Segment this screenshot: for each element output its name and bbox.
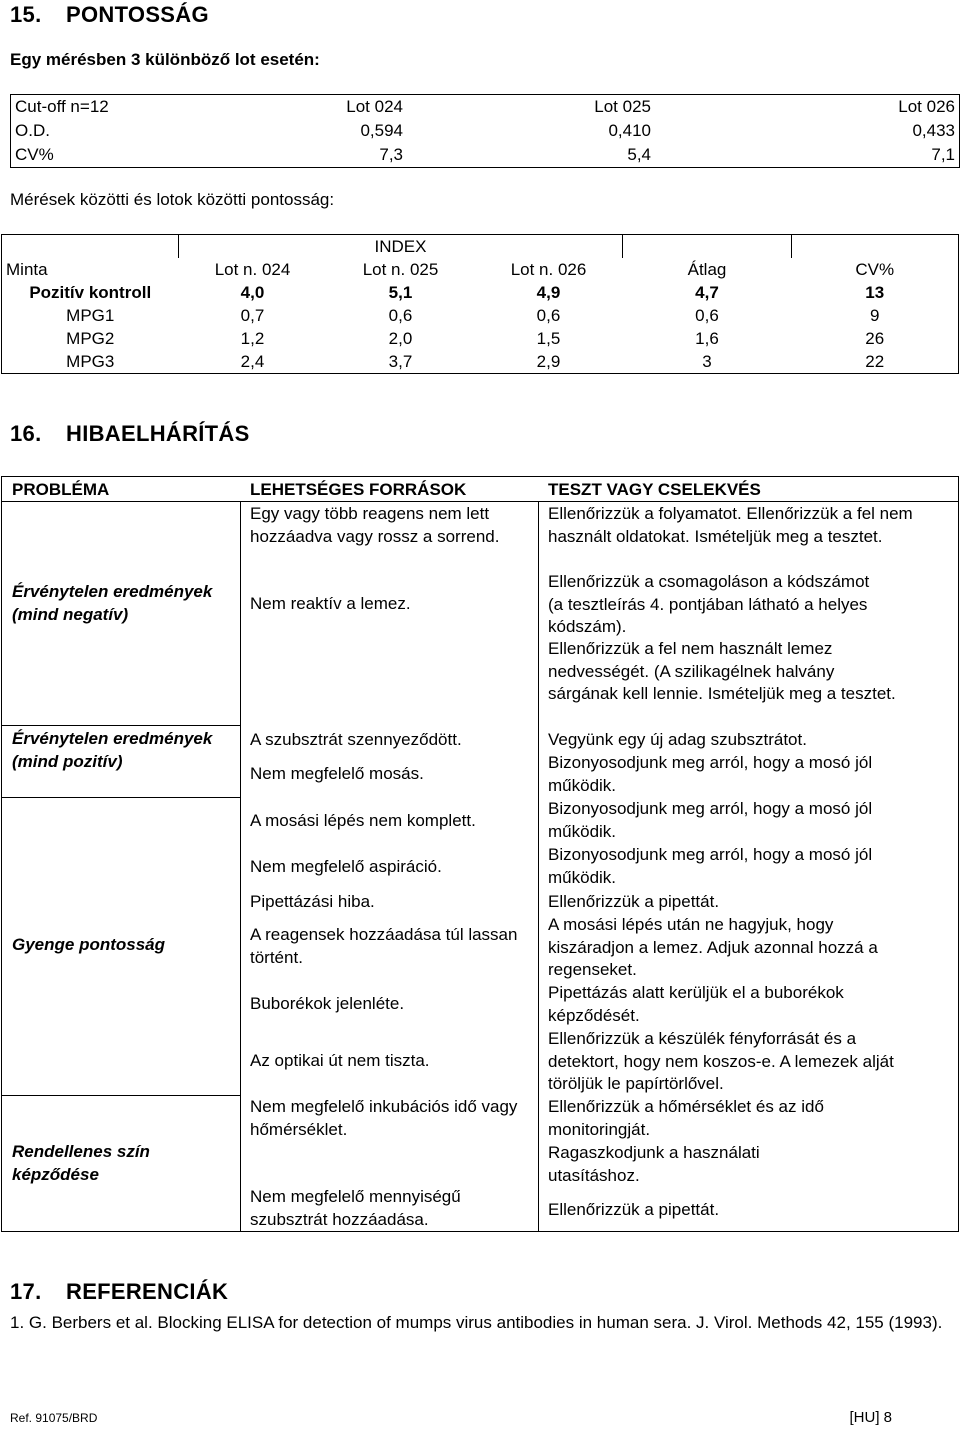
source-item: A reagensek hozzáadása túl lassan történt. xyxy=(250,925,518,967)
table-cell: 3 xyxy=(702,352,712,371)
table-row xyxy=(2,304,959,327)
table-cell: 0,7 xyxy=(240,306,265,325)
divider xyxy=(2,797,240,798)
table-cell: 2,0 xyxy=(388,329,413,348)
section-title: REFERENCIÁK xyxy=(66,1279,229,1304)
table-cell: O.D. xyxy=(15,121,50,140)
table-row xyxy=(11,119,960,143)
section-title: PONTOSSÁG xyxy=(66,2,209,27)
section-15-heading xyxy=(10,2,209,28)
intro-text: Egy mérésben 3 különböző lot esetén: xyxy=(10,50,320,69)
source-item: A mosási lépés nem komplett. xyxy=(250,811,476,830)
table-cell xyxy=(792,235,959,259)
footer-page: [HU] 8 xyxy=(849,1409,892,1426)
section-number: 17. xyxy=(10,1279,42,1304)
table-cell: Cut-off n=12 xyxy=(15,97,109,116)
table-cell: 1,2 xyxy=(240,329,265,348)
action-item: Ellenőrizzük a készülék fényforrását és a detektort, hogy nem koszos-e. A lemezek alját töröljük le papírtörlővel. xyxy=(548,1029,894,1094)
divider xyxy=(2,725,240,726)
table-group-header-row xyxy=(2,235,959,259)
problem-poor-precision: Gyenge pontosság xyxy=(12,935,166,954)
table-cell: Lot 026 xyxy=(898,97,955,116)
section-title: HIBAELHÁRÍTÁS xyxy=(66,421,250,446)
table-cell xyxy=(2,235,179,259)
table-row xyxy=(2,281,959,304)
table-cell: 13 xyxy=(865,283,885,302)
table-row xyxy=(2,327,959,350)
table-row xyxy=(2,350,959,374)
table-cell: 2,9 xyxy=(536,352,561,371)
action-item: Bizonyosodjunk meg arról, hogy a mosó jól működik. xyxy=(548,845,873,887)
table-cell: 0,433 xyxy=(912,121,955,140)
source-item: Nem megfelelő inkubációs idő vagy hőmérséklet. xyxy=(250,1097,518,1139)
problem-invalid-positive: Érvénytelen eredmények (mind pozitív) xyxy=(12,729,213,771)
action-item: Ragaszkodjunk a használati utasításhoz. xyxy=(548,1143,760,1185)
reference-item: 1. G. Berbers et al. Blocking ELISA for detection of mumps virus antibodies in human sera. J. Virol. Methods 42, 155 (1993). xyxy=(10,1313,943,1332)
table-cell: 4,9 xyxy=(536,283,561,302)
table-cell: Lot 024 xyxy=(346,97,403,116)
table-cell: CV% xyxy=(855,260,895,279)
section-16-heading xyxy=(10,421,250,447)
table-cell: 5,1 xyxy=(388,283,413,302)
table-cell: 26 xyxy=(865,329,885,348)
action-item: Ellenőrizzük a csomagoláson a kódszámot (a tesztleírás 4. pontjában látható a helyes kódszám). xyxy=(548,572,870,637)
action-item: Vegyünk egy új adag szubsztrátot. xyxy=(548,730,807,749)
table-cell: 22 xyxy=(865,352,885,371)
action-item: Ellenőrizzük a pipettát. xyxy=(548,1200,720,1219)
action-item: Bizonyosodjunk meg arról, hogy a mosó jól működik. xyxy=(548,753,873,795)
table-cell: Lot n. 026 xyxy=(510,260,587,279)
problem-abnormal-color: Rendellenes szín képződése xyxy=(12,1142,150,1184)
table-cell xyxy=(623,235,792,259)
table-cell: 7,1 xyxy=(931,145,955,164)
table-cell: MPG1 xyxy=(66,306,115,325)
table-cell: 4,7 xyxy=(695,283,719,302)
table-header-row xyxy=(11,95,960,120)
table-cell: 7,3 xyxy=(379,145,403,164)
table-cell: MPG2 xyxy=(66,329,115,348)
table-cell: Lot 025 xyxy=(594,97,651,116)
section-number: 16. xyxy=(10,421,42,446)
divider xyxy=(2,501,958,502)
source-item: Nem megfelelő mennyiségű szubsztrát hozzáadása. xyxy=(250,1187,461,1229)
source-item: Az optikai út nem tiszta. xyxy=(250,1051,430,1070)
between-precision-label: Mérések közötti és lotok közötti pontosság: xyxy=(10,190,335,209)
divider xyxy=(2,1095,240,1096)
action-item: Ellenőrizzük a pipettát. xyxy=(548,892,720,911)
source-item: A szubsztrát szennyeződött. xyxy=(250,730,462,749)
divider xyxy=(240,501,241,1231)
table-cell: 0,6 xyxy=(536,306,561,325)
index-group-header: INDEX xyxy=(179,235,623,259)
source-item: Buborékok jelenléte. xyxy=(250,994,405,1013)
table-cell: MPG3 xyxy=(66,352,115,371)
source-item: Nem megfelelő aspiráció. xyxy=(250,857,442,876)
table-cell: 0,6 xyxy=(388,306,413,325)
table-cell: Lot n. 025 xyxy=(362,260,439,279)
footer-ref: Ref. 91075/BRD xyxy=(10,1411,98,1425)
table-header-row xyxy=(2,258,959,281)
table-cell: Lot n. 024 xyxy=(214,260,291,279)
action-item: Ellenőrizzük a hőmérséklet és az idő monitoringját. xyxy=(548,1097,824,1139)
table-cell: 5,4 xyxy=(627,145,651,164)
table-cell: 0,6 xyxy=(695,306,719,325)
action-item: Bizonyosodjunk meg arról, hogy a mosó jól működik. xyxy=(548,799,873,841)
problem-invalid-negative: Érvénytelen eredmények (mind negatív) xyxy=(12,582,213,624)
table-cell: Átlag xyxy=(687,260,727,279)
lot-precision-table xyxy=(10,94,960,168)
action-item: A mosási lépés után ne hagyjuk, hogy kiszáradjon a lemez. Adjuk azonnal hozzá a regenseket. xyxy=(548,915,878,980)
troubleshooting-table xyxy=(1,476,959,1232)
column-header-action: TESZT VAGY CSELEKVÉS xyxy=(548,480,761,499)
source-item: Pipettázási hiba. xyxy=(250,892,375,911)
table-cell: Minta xyxy=(6,260,48,279)
table-cell: 4,0 xyxy=(240,283,265,302)
source-item: Egy vagy több reagens nem lett hozzáadva vagy rossz a sorrend. xyxy=(250,504,500,546)
index-precision-table xyxy=(1,234,959,374)
table-cell: 0,410 xyxy=(608,121,651,140)
column-header-sources: LEHETSÉGES FORRÁSOK xyxy=(250,480,467,499)
table-cell: 9 xyxy=(870,306,880,325)
table-cell: 0,594 xyxy=(360,121,403,140)
action-item: Ellenőrizzük a folyamatot. Ellenőrizzük a fel nem használt oldatokat. Ismételjük meg a tesztet. xyxy=(548,504,913,546)
table-cell: 1,5 xyxy=(536,329,561,348)
action-item: Ellenőrizzük a fel nem használt lemez nedvességét. (A szilikagélnek halvány sárgának kell lennie. Ismételjük meg a tesztet. xyxy=(548,639,896,704)
divider xyxy=(538,501,539,1231)
source-item: Nem reaktív a lemez. xyxy=(250,594,411,613)
table-cell: 2,4 xyxy=(240,352,265,371)
table-row xyxy=(11,143,960,168)
table-cell: CV% xyxy=(15,145,54,164)
table-cell: 1,6 xyxy=(695,329,719,348)
column-header-problem: PROBLÉMA xyxy=(12,480,110,499)
action-item: Pipettázás alatt kerüljük el a buborékok képződését. xyxy=(548,983,844,1025)
section-number: 15. xyxy=(10,2,42,27)
table-cell: 3,7 xyxy=(388,352,413,371)
table-cell: Pozitív kontroll xyxy=(29,283,152,302)
source-item: Nem megfelelő mosás. xyxy=(250,764,424,783)
section-17-heading xyxy=(10,1279,228,1305)
